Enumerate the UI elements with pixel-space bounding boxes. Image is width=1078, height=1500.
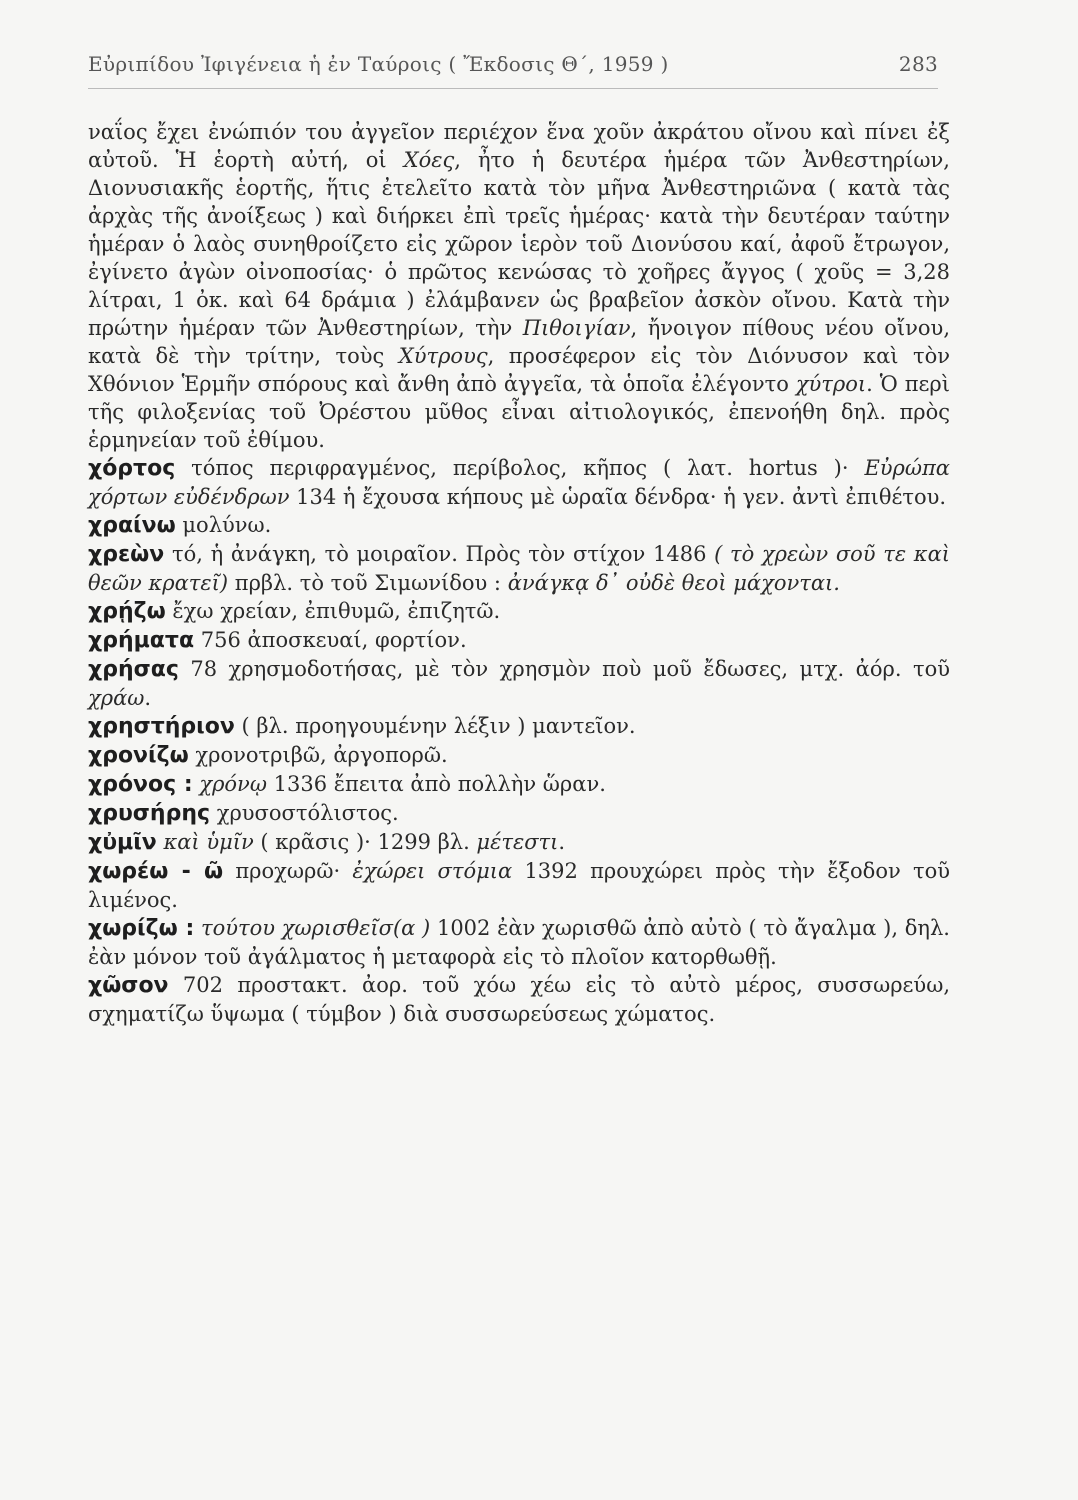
- entry-chrizo: χρῄζω ἔχω χρείαν, ἐπιθυμῶ, ἐπιζητῶ.: [88, 599, 501, 624]
- entry-chortos: χόρτος τόπος περιφραγμένος, περίβολος, κῆπος ( λατ. hortus )· Εὐρώπα χόρτων εὐδένδρων 134 ἡ ἔχουσα κήπους μὲ ὡραῖα δένδρα· ἡ γεν. ἀντὶ ἐπιθέτου.: [88, 456, 950, 509]
- header-rule: [88, 88, 938, 89]
- entry-chronos: χρόνος : χρόνῳ 1336 ἔπειτα ἀπὸ πολλὴν ὥραν.: [88, 772, 606, 797]
- entry-chrysiris: χρυσήρης χρυσοστόλιστος.: [88, 801, 399, 826]
- headword: χωρέω - ῶ: [88, 859, 224, 884]
- headword: χρῄζω: [88, 599, 166, 624]
- headword: χωρίζω :: [88, 916, 195, 941]
- glossary-body: [88, 118, 950, 1028]
- headword: χρόνος :: [88, 772, 193, 797]
- headword: χρυσήρης: [88, 801, 211, 826]
- entry-christirion: χρηστήριον ( βλ. προηγουμένην λέξιν ) μαντεῖον.: [88, 714, 636, 739]
- entry-chronizo: χρονίζω χρονοτριβῶ, ἀργοπορῶ.: [88, 743, 448, 768]
- entry-chrimata: χρήματα 756 ἀποσκευαί, φορτίον.: [88, 628, 467, 653]
- headword: χῶσον: [88, 973, 169, 998]
- entry-chreon: χρεὼν τό, ἡ ἀνάγκη, τὸ μοιραῖον. Πρὸς τὸν στίχον 1486 ( τὸ χρεὼν σοῦ τε καὶ θεῶν κρατεῖ) πρβλ. τὸ τοῦ Σιμωνίδου : ἀνάγκᾳ δ᾽ οὐδὲ θεοὶ μάχονται.: [88, 542, 950, 595]
- entry-chrisas: χρήσας 78 χρησμοδοτήσας, μὲ τὸν χρησμὸν ποὺ μοῦ ἔδωσες, μτχ. ἀόρ. τοῦ χράω.: [88, 657, 950, 710]
- entry-chorizo: χωρίζω : τούτου χωρισθεῖσ(α ) 1002 ἐὰν χωρισθῶ ἀπὸ αὐτὸ ( τὸ ἄγαλμα ), δηλ. ἐὰν μόνον τοῦ ἀγάλματος ἡ μεταφορὰ εἰς τὸ πλοῖον κατορθωθῇ.: [88, 916, 950, 969]
- entry-choreo: χωρέω - ῶ προχωρῶ· ἐχώρει στόμια 1392 προυχώρει πρὸς τὴν ἔξοδον τοῦ λιμένος.: [88, 859, 950, 912]
- headword: χρηστήριον: [88, 714, 235, 739]
- continuation-paragraph: ναΐος ἔχει ἐνώπιόν του ἀγγεῖον περιέχον ἕνα χοῦν ἀκράτου οἴνου καὶ πίνει ἐξ αὐτοῦ. Ἡ ἑορτὴ αὐτή, οἱ Χόες, ἦτο ἡ δευτέρα ἡμέρα τῶν Ἀνθεστηρίων, Διονυσιακῆς ἑορτῆς, ἥτις ἐτελεῖτο κατὰ τὸν μῆνα Ἀνθεστηριῶνα ( κατὰ τὰς ἀρχὰς τῆς ἀνοίξεως ) καὶ διήρκει ἐπὶ τρεῖς ἡμέρας· κατὰ τὴν δευτέραν ταύτην ἡμέραν ὁ λαὸς συνηθροίζετο εἰς χῶρον ἱερὸν τοῦ Διονύσου καί, ἀφοῦ ἔτρωγον, ἐγίνετο ἀγὼν οἰνοποσίας· ὁ πρῶτος κενώσας τὸ χοῆρες ἄγγος ( χοῦς = 3,28 λίτραι, 1 ὀκ. καὶ 64 δράμια ) ἐλάμβανεν ὡς βραβεῖον ἀσκὸν οἴνου. Κατὰ τὴν πρώτην ἡμέραν τῶν Ἀνθεστηρίων, τὴν Πιθοιγίαν, ἤνοιγον πίθους νέου οἴνου, κατὰ δὲ τὴν τρίτην, τοὺς Χύτρους, προσέφερον εἰς τὸν Διόνυσον καὶ τὸν Χθόνιον Ἑρμῆν σπόρους καὶ ἄνθη ἀπὸ ἀγγεῖα, τὰ ὁποῖα ἐλέγοντο χύτροι. Ὁ περὶ τῆς φιλοξενίας τοῦ Ὀρέστου μῦθος εἶναι αἰτιολογικός, ἐπενοήθη δηλ. πρὸς ἑρμηνείαν τοῦ ἐθίμου.: [88, 120, 950, 452]
- running-header: [88, 52, 938, 76]
- headword: χραίνω: [88, 513, 176, 538]
- running-title: Εὐριπίδου Ἰφιγένεια ἡ ἐν Ταύροις ( Ἔκδοσις Θ΄, 1959 ): [88, 52, 669, 76]
- entry-chraino: χραίνω μολύνω.: [88, 513, 272, 538]
- headword: χόρτος: [88, 456, 176, 481]
- page-number: 283: [898, 52, 938, 76]
- headword: χρήσας: [88, 657, 179, 682]
- headword: χρήματα: [88, 628, 195, 653]
- entry-chymin: χὐμῖν καὶ ὑμῖν ( κρᾶσις )· 1299 βλ. μέτεστι.: [88, 830, 566, 855]
- headword: χρεὼν: [88, 542, 165, 567]
- headword: χὐμῖν: [88, 830, 157, 855]
- headword: χρονίζω: [88, 743, 189, 768]
- entry-choson: χῶσον 702 προστακτ. ἀορ. τοῦ χόω χέω εἰς τὸ αὐτὸ μέρος, συσσωρεύω, σχηματίζω ὕψωμα ( τύμβον ) διὰ συσσωρεύσεως χώματος.: [88, 973, 950, 1026]
